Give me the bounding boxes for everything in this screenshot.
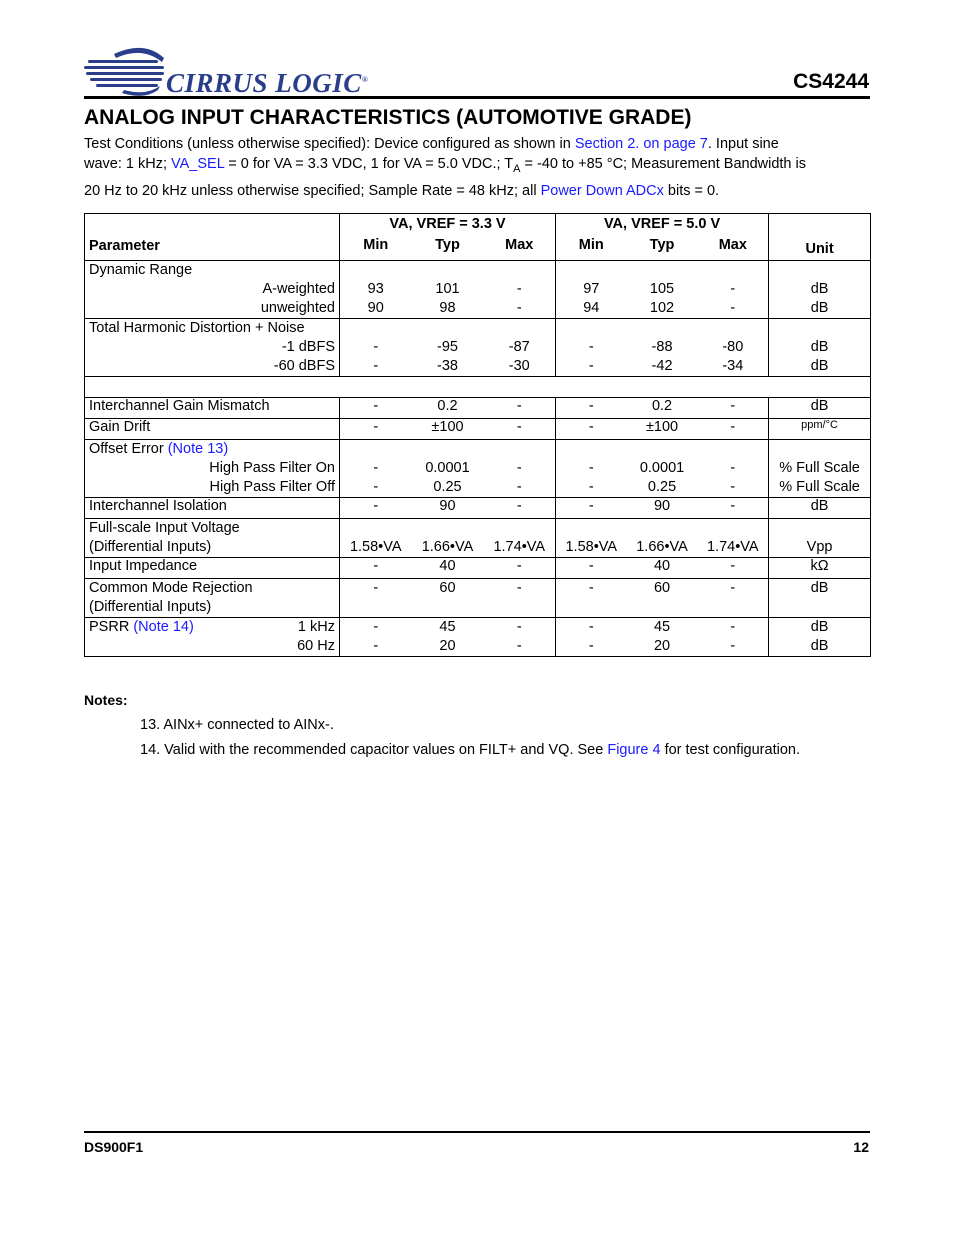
note-13: 13. AINx+ connected to AINx-. — [140, 717, 334, 733]
section-2-link[interactable]: Section 2. on page 7 — [574, 136, 708, 152]
page-number: 12 — [853, 1139, 869, 1155]
table-row: Interchannel Isolation - 90 - - 90 - dB — [85, 498, 871, 519]
header-group-3v3: VA, VREF = 3.3 V — [340, 214, 556, 237]
header-min: Min — [556, 237, 627, 261]
table-row: Input Impedance - 40 - - 40 - kΩ — [85, 558, 871, 579]
table-row: Total Harmonic Distortion + Noise -1 dBFS -60 dBFS - - -95 -38 -87 -30 - - -88 -42 -80 -34 dB dB — [85, 319, 871, 377]
table-row: Gain Drift - ±100 - - ±100 - ppm/°C — [85, 419, 871, 440]
header-min: Min — [340, 237, 412, 261]
header-unit: Unit — [769, 214, 871, 261]
table-row-blank — [85, 377, 871, 398]
va-sel-link[interactable]: VA_SEL — [171, 156, 225, 172]
table-row: Full-scale Input Voltage (Differential Inputs) 1.58•VA 1.66•VA 1.74•VA 1.58•VA 1.66•VA 1.74•VA Vpp — [85, 519, 871, 558]
table-row: Common Mode Rejection (Differential Inputs) - 60 - - 60 - dB — [85, 579, 871, 618]
test-conditions: Test Conditions (unless otherwise specified): Device configured as shown in Section 2. on page 7. Input sine wave: 1 kHz; VA_SEL = 0 for VA = 3.3 VDC, 1 for VA = 5.0 VDC.; $T_A = -40$ to +85 °C; Measurement Bandwidth is 20 Hz to 20 kHz unless otherwise specified; Sample Rate = 48 kHz; all Power Down ADCx bits = 0. — [84, 136, 806, 199]
header-group-5v: VA, VREF = 5.0 V — [556, 214, 769, 237]
table-row: PSRR (Note 14) 1 kHz 60 Hz - - 45 20 - - - - 45 20 - - dB dB — [85, 618, 871, 657]
table-row: Interchannel Gain Mismatch - 0.2 - - 0.2 - dB — [85, 398, 871, 419]
note-13-link[interactable]: (Note 13) — [167, 441, 229, 457]
header-typ: Typ — [412, 237, 484, 261]
figure-4-link[interactable]: Figure 4 — [607, 742, 661, 758]
note-14-link[interactable]: (Note 14) — [133, 619, 194, 635]
header-max: Max — [484, 237, 556, 261]
header-rule — [84, 96, 870, 99]
analog-input-characteristics-table — [84, 213, 871, 657]
notes-heading: Notes: — [84, 692, 128, 708]
table-header-row — [85, 214, 871, 237]
footer-rule — [84, 1131, 870, 1133]
table-row: Offset Error (Note 13) High Pass Filter On High Pass Filter Off - - 0.0001 0.25 - - - - 0.0001 0.25 - - % Full Scale % Full Scale — [85, 440, 871, 498]
power-down-adcx-link[interactable]: Power Down ADCx — [540, 182, 664, 199]
logo-wordmark: CIRRUS LOGIC® — [166, 68, 369, 98]
note-14: 14. Valid with the recommended capacitor values on FILT+ and VQ. See Figure 4 for test configuration. — [140, 742, 800, 758]
document-number: DS900F1 — [84, 1139, 144, 1155]
section-title: ANALOG INPUT CHARACTERISTICS (AUTOMOTIVE GRADE) — [84, 106, 692, 129]
table-row: Dynamic Range A-weighted unweighted 93 90 101 98 - - 97 94 105 102 - - dB dB — [85, 261, 871, 319]
header-max: Max — [698, 237, 769, 261]
header-parameter: Parameter — [85, 214, 340, 261]
header-typ: Typ — [627, 237, 698, 261]
part-number: CS4244 — [793, 70, 869, 93]
